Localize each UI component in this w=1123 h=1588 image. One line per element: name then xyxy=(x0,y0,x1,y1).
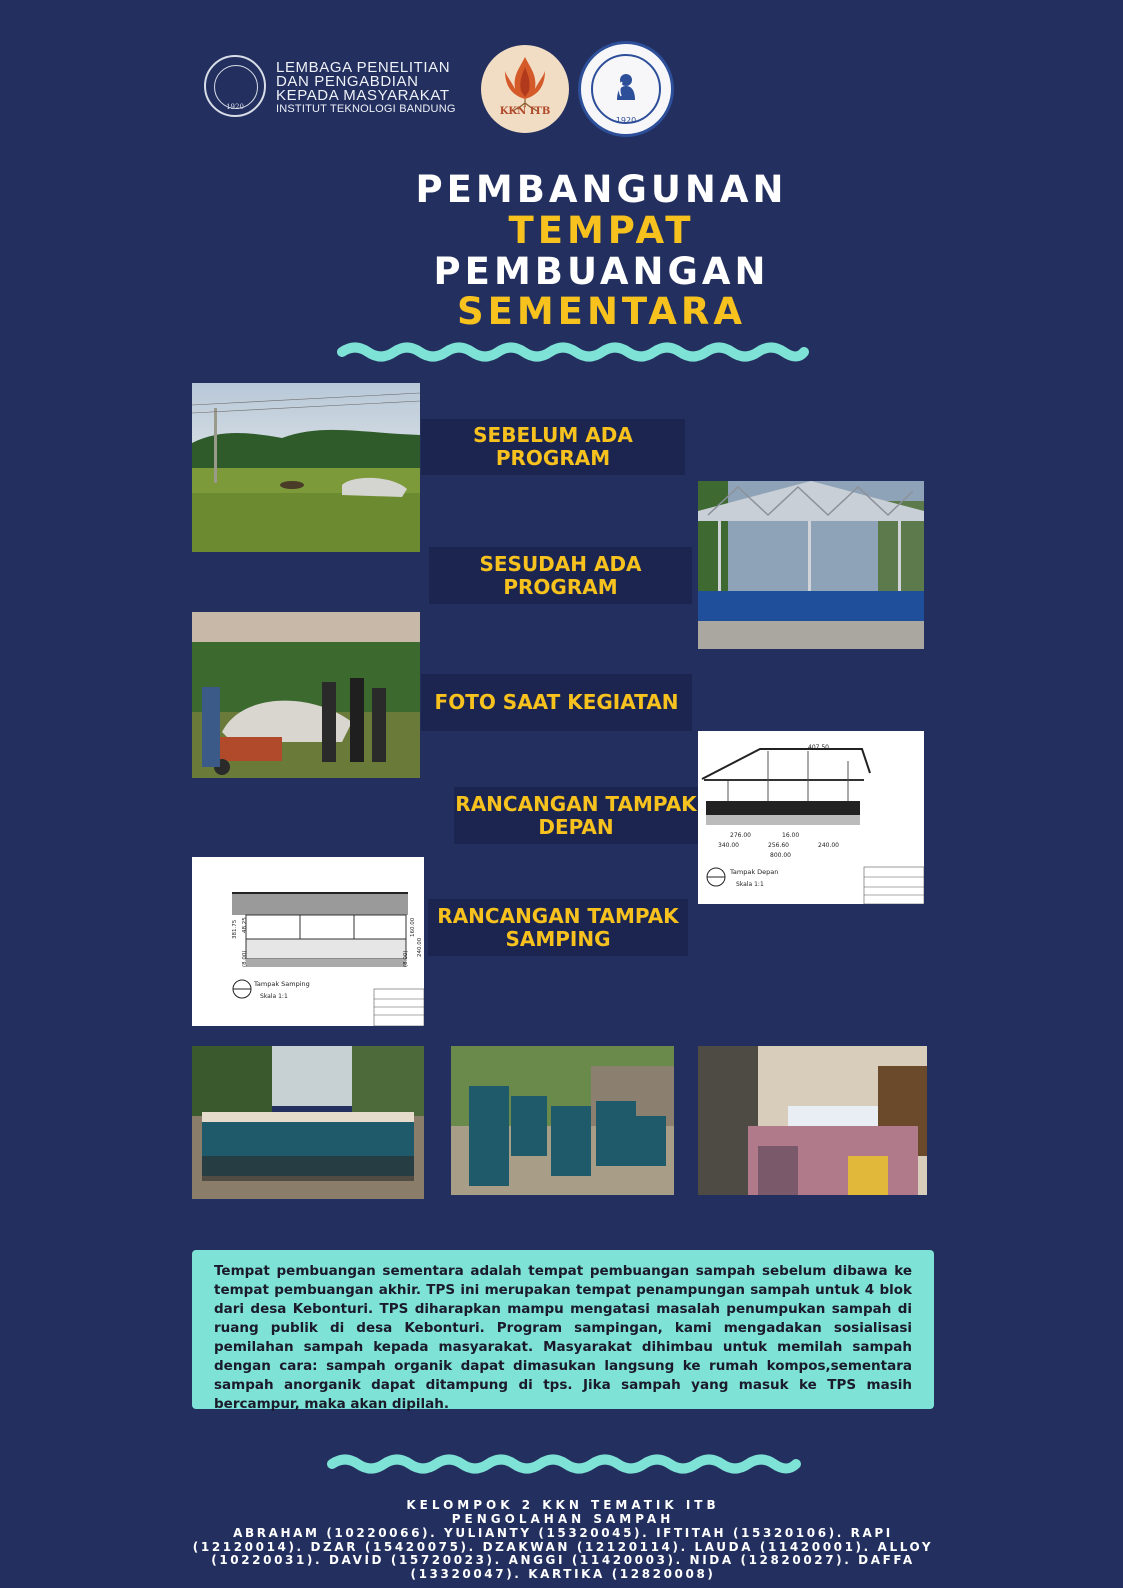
title-line-2: TEMPAT xyxy=(508,209,695,252)
footer-members: ABRAHAM (10220066). YULIANTY (15320045). IFTITAH (15320106). RAPI (12120014). DZAR (15420075). DZAKWAN (12120114). LAUDA (11420001). ALLOY (10220031). DAVID (15720023). ANGGI (11420003). NIDA (12820027). DAFFA (13320047). KARTIKA (12820008) xyxy=(192,1526,934,1581)
drawing-front-elevation xyxy=(698,731,924,904)
photo-activity xyxy=(192,612,420,778)
label-side-design: RANCANGAN TAMPAK SAMPING xyxy=(428,899,688,956)
title-line-4: SEMENTARA xyxy=(456,290,747,333)
front-dim-407-50: 407.50 xyxy=(808,744,829,751)
front-dim-240: 240.00 xyxy=(818,842,839,849)
photo-group-3 xyxy=(698,1046,927,1195)
side-dim-240: 240.00 xyxy=(417,937,423,957)
title-wave-divider xyxy=(0,340,1123,364)
lppm-line-1: LEMBAGA PENELITIAN xyxy=(276,59,451,76)
label-before-program: SEBELUM ADA PROGRAM xyxy=(421,419,685,475)
lppm-line-2: DAN PENGABDIAN xyxy=(276,73,419,90)
side-drawing-caption: Tampak Samping xyxy=(254,980,310,988)
footer-group-title: KELOMPOK 2 KKN TEMATIK ITB xyxy=(406,1498,720,1512)
lppm-seal-logo xyxy=(204,55,266,117)
kkn-itb-logo xyxy=(481,45,569,133)
front-dim-276: 276.00 xyxy=(730,832,751,839)
photo-before-program xyxy=(192,383,420,552)
lppm-wordmark xyxy=(276,61,456,116)
lppm-institution: INSTITUT TEKNOLOGI BANDUNG xyxy=(276,103,456,115)
front-dim-800: 800.00 xyxy=(770,852,791,859)
photo-group-1 xyxy=(192,1046,424,1199)
side-dim-8-right: (8.00) xyxy=(403,950,409,967)
kkn-logo-label: KKN ITB xyxy=(499,106,551,117)
front-drawing-caption: Tampak Depan xyxy=(730,868,779,876)
side-dim-48-25: 48.25 xyxy=(242,917,248,933)
front-dim-256-60: 256.60 xyxy=(768,842,789,849)
side-dim-381-75: 381.75 xyxy=(232,919,238,939)
description-text: Tempat pembuangan sementara adalah tempat pembuangan sampah sebelum dibawa ke tempat pembuangan akhir. TPS ini merupakan tempat penampungan sampah untuk 4 blok dari desa Kebonturi. TPS diharapkan mampu mengatasi masalah penumpukan sampah di ruang publik di desa Kebonturi. Program sampingan, kami mengadakan sosialisasi pemilahan sampah kepada masyarakat. Masyarakat dihimbau untuk memilah sampah dengan cara: sampah organik dapat dimasukan langsung ke rumah kompos,sementara sampah anorganik dapat ditampung di tps. Jika sampah yang masuk ke TPS masih bercampur, maka akan dipilah. xyxy=(214,1263,912,1412)
photo-after-program xyxy=(698,481,924,649)
front-drawing-scale: Skala 1:1 xyxy=(736,881,764,888)
label-activity-photo: FOTO SAAT KEGIATAN xyxy=(421,674,692,731)
side-drawing-scale: Skala 1:1 xyxy=(260,993,288,1000)
side-dim-8-left: (8.00) xyxy=(242,950,248,967)
title-line-3: PEMBUANGAN xyxy=(433,250,770,293)
label-after-program: SESUDAH ADA PROGRAM xyxy=(429,547,692,604)
kkn-flame-icon xyxy=(481,45,569,133)
footer-program-title: PENGOLAHAN SAMPAH xyxy=(451,1512,675,1526)
footer-wave-divider xyxy=(0,1452,1123,1476)
label-front-design: RANCANGAN TAMPAK DEPAN xyxy=(454,787,698,844)
drawing-side-elevation xyxy=(192,857,424,1026)
itb-logo-year: 1920 xyxy=(615,116,637,125)
itb-logo xyxy=(578,41,674,137)
title-line-1: PEMBANGUNAN xyxy=(415,168,788,211)
side-dim-160: 160.00 xyxy=(410,917,416,937)
front-dim-340: 340.00 xyxy=(718,842,739,849)
description-box xyxy=(192,1250,934,1412)
front-dim-16: 16.00 xyxy=(782,832,800,839)
lppm-line-3: KEPADA MASYARAKAT xyxy=(276,87,450,104)
lppm-seal-year: 1920 xyxy=(226,103,244,111)
ganesha-icon xyxy=(609,70,643,104)
photo-group-2 xyxy=(451,1046,674,1195)
